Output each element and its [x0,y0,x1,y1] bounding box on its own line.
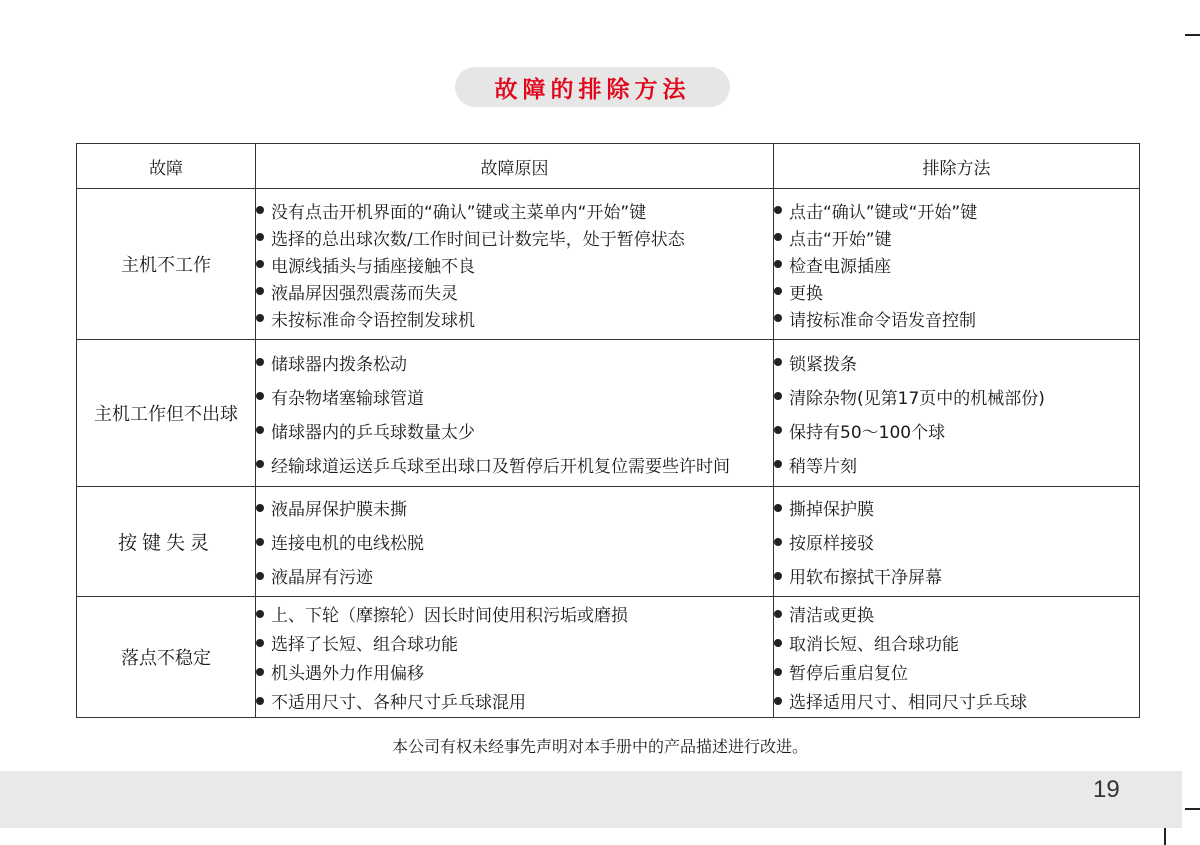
fault-cell: 按键失灵 [77,487,256,597]
list-item: 没有点击开机界面的“确认”键或主菜单内“开始”键 [256,197,773,224]
bullet-icon [774,426,782,434]
bullet-icon [774,392,782,400]
table-row [77,487,1140,597]
cause-list [256,345,773,481]
bullet-icon [256,358,264,366]
bullet-icon [774,233,782,241]
list-item: 保持有50～100个球 [774,413,1139,447]
list-item: 按原样接驳 [774,525,1139,559]
list-item: 经输球道运送乒乓球至出球口及暂停后开机复位需要些许时间 [256,447,773,481]
list-item: 清除杂物(见第17页中的机械部份) [774,379,1139,413]
cause-list [256,599,773,715]
fault-cell: 主机工作但不出球 [77,340,256,487]
crop-mark-bottom-right [1185,808,1200,810]
table-row [77,189,1140,340]
bullet-icon [774,460,782,468]
bullet-icon [774,639,782,647]
cause-cell [256,189,774,340]
list-item: 不适用尺寸、各种尺寸乒乓球混用 [256,686,773,715]
solution-cell [774,189,1140,340]
solution-list [774,599,1139,715]
list-item: 液晶屏因强烈震荡而失灵 [256,278,773,305]
list-item: 储球器内拨条松动 [256,345,773,379]
list-item: 请按标准命令语发音控制 [774,305,1139,332]
list-item: 点击“开始”键 [774,224,1139,251]
list-item: 撕掉保护膜 [774,491,1139,525]
bullet-icon [256,610,264,618]
list-item: 选择的总出球次数/工作时间已计数完毕，处于暂停状态 [256,224,773,251]
bullet-icon [256,460,264,468]
list-item: 用软布擦拭干净屏幕 [774,559,1139,593]
table-row [77,597,1140,718]
bullet-icon [774,206,782,214]
bullet-icon [774,314,782,322]
list-item: 选择适用尺寸、相同尺寸乒乓球 [774,686,1139,715]
list-item: 电源线插头与插座接触不良 [256,251,773,278]
list-item: 稍等片刻 [774,447,1139,481]
list-item: 有杂物堵塞输球管道 [256,379,773,413]
cause-cell [256,487,774,597]
bullet-icon [256,668,264,676]
list-item: 机头遇外力作用偏移 [256,657,773,686]
list-item: 储球器内的乒乓球数量太少 [256,413,773,447]
fault-cell: 主机不工作 [77,189,256,340]
cause-cell [256,340,774,487]
solution-cell [774,487,1140,597]
header-cause: 故障原因 [256,144,774,189]
bullet-icon [774,538,782,546]
list-item: 未按标准命令语控制发球机 [256,305,773,332]
bullet-icon [774,610,782,618]
solution-cell [774,340,1140,487]
cause-list [256,491,773,593]
list-item: 上、下轮（摩擦轮）因长时间使用积污垢或磨损 [256,599,773,628]
bullet-icon [256,426,264,434]
footer-note: 本公司有权未经事先声明对本手册中的产品描述进行改进。 [391,737,808,756]
table-row [77,340,1140,487]
list-item: 暂停后重启复位 [774,657,1139,686]
bullet-icon [256,639,264,647]
bullet-icon [774,504,782,512]
bullet-icon [256,572,264,580]
footer-band [0,771,1182,828]
solution-list [774,491,1139,593]
list-item: 更换 [774,278,1139,305]
list-item: 取消长短、组合球功能 [774,628,1139,657]
list-item: 锁紧拨条 [774,345,1139,379]
list-item: 点击“确认”键或“开始”键 [774,197,1139,224]
troubleshooting-table [76,143,1140,718]
fault-cell: 落点不稳定 [77,597,256,718]
bullet-icon [774,358,782,366]
header-fault: 故障 [77,144,256,189]
page-number: 19 [1093,776,1120,803]
list-item: 液晶屏有污迹 [256,559,773,593]
list-item: 连接电机的电线松脱 [256,525,773,559]
crop-mark-bottom-vertical [1164,828,1166,845]
bullet-icon [774,287,782,295]
list-item: 清洁或更换 [774,599,1139,628]
bullet-icon [256,206,264,214]
title-pill [455,67,730,107]
cause-list [256,197,773,332]
bullet-icon [774,572,782,580]
bullet-icon [774,697,782,705]
bullet-icon [256,287,264,295]
crop-mark-top-right [1185,34,1200,36]
bullet-icon [256,504,264,512]
table-header-row [77,144,1140,189]
list-item: 选择了长短、组合球功能 [256,628,773,657]
bullet-icon [256,314,264,322]
bullet-icon [256,233,264,241]
bullet-icon [774,260,782,268]
bullet-icon [256,260,264,268]
solution-cell [774,597,1140,718]
bullet-icon [774,668,782,676]
bullet-icon [256,392,264,400]
solution-list [774,197,1139,332]
list-item: 液晶屏保护膜未撕 [256,491,773,525]
list-item: 检查电源插座 [774,251,1139,278]
solution-list [774,345,1139,481]
bullet-icon [256,538,264,546]
header-solution: 排除方法 [774,144,1140,189]
bullet-icon [256,697,264,705]
cause-cell [256,597,774,718]
page-title: 故障的排除方法 [494,76,691,103]
